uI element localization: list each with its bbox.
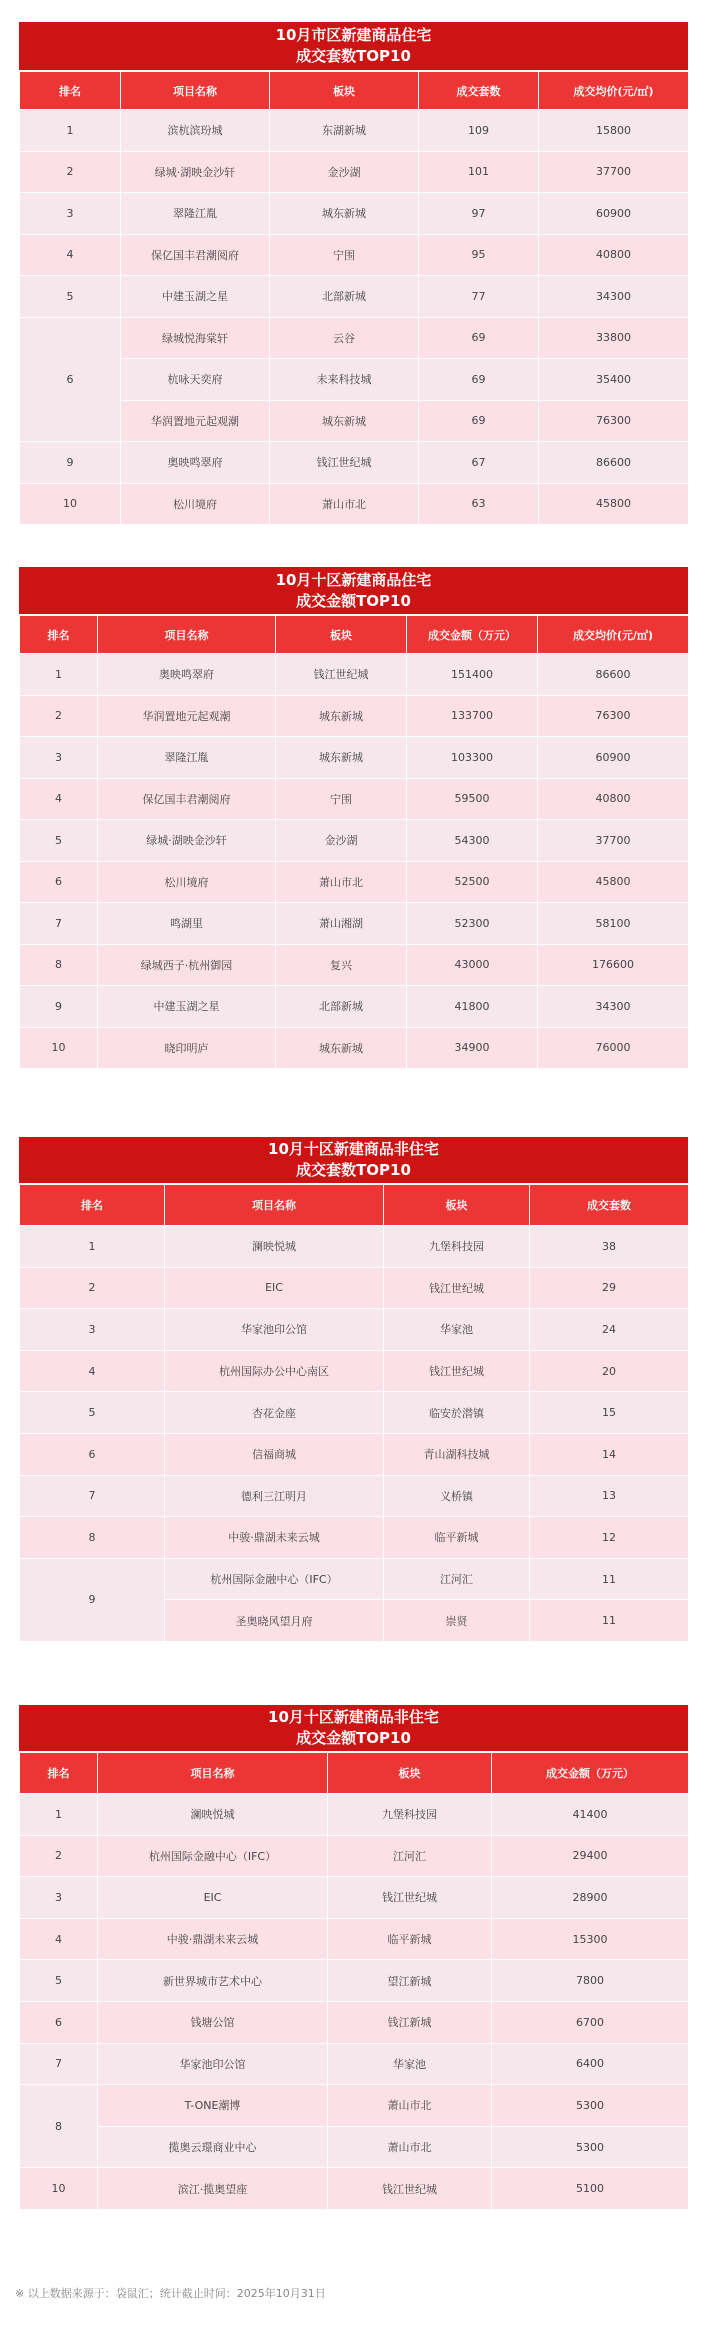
column-header: 项目名称	[165, 1185, 384, 1226]
value-cell: 52500	[407, 861, 538, 903]
district-cell: 钱江世纪城	[328, 1877, 492, 1919]
table-title	[19, 1705, 688, 1752]
rank-cell: 9	[20, 986, 98, 1028]
column-header: 项目名称	[98, 1753, 328, 1794]
table-row	[20, 1877, 689, 1919]
district-cell: 宁围	[276, 778, 407, 820]
project-name-cell: 杏花金座	[165, 1392, 384, 1434]
table-row	[20, 2043, 689, 2085]
value-cell: 86600	[538, 654, 689, 696]
table-row	[20, 276, 689, 318]
project-name-cell: 中建玉湖之星	[121, 276, 270, 318]
rank-cell: 3	[20, 193, 121, 235]
value-cell: 29	[530, 1267, 689, 1309]
value-cell: 29400	[492, 1835, 689, 1877]
value-cell: 15	[530, 1392, 689, 1434]
project-name-cell: 新世界城市艺术中心	[98, 1960, 328, 2002]
value-cell: 5300	[492, 2085, 689, 2127]
value-cell: 15300	[492, 1918, 689, 1960]
value-cell: 6400	[492, 2043, 689, 2085]
table-row	[20, 2126, 689, 2168]
column-header: 成交套数	[419, 72, 539, 110]
rank-cell: 7	[20, 2043, 98, 2085]
project-name-cell: 圣奥晓风望月府	[165, 1600, 384, 1642]
column-header: 成交均价(元/㎡)	[538, 616, 689, 654]
table-title	[19, 22, 688, 71]
project-name-cell: 杭州国际金融中心（IFC）	[98, 1835, 328, 1877]
value-cell: 63	[419, 483, 539, 525]
rank-cell: 1	[20, 110, 121, 152]
value-cell: 60900	[539, 193, 689, 235]
value-cell: 13	[530, 1475, 689, 1517]
value-cell: 34300	[539, 276, 689, 318]
rank-cell: 6	[20, 2001, 98, 2043]
rank-cell: 2	[20, 1835, 98, 1877]
district-cell: 钱江世纪城	[328, 2168, 492, 2210]
district-cell: 华家池	[384, 1309, 530, 1351]
table-row	[20, 2085, 689, 2127]
table-block-4	[19, 1705, 688, 2210]
table-block-2	[19, 567, 688, 1069]
district-cell: 崇贤	[384, 1600, 530, 1642]
table-row	[20, 1794, 689, 1836]
district-cell: 城东新城	[276, 737, 407, 779]
value-cell: 20	[530, 1350, 689, 1392]
table-row	[20, 151, 689, 193]
ranking-table	[19, 1184, 689, 1642]
table-row	[20, 1517, 689, 1559]
rank-cell: 2	[20, 1267, 165, 1309]
title-line-1: 10月市区新建商品住宅	[275, 26, 432, 44]
table-row	[20, 2001, 689, 2043]
rank-cell: 8	[20, 2085, 98, 2168]
project-name-cell: 保亿国丰君潮阅府	[98, 778, 276, 820]
value-cell: 176600	[538, 944, 689, 986]
table-row	[20, 654, 689, 696]
value-cell: 69	[419, 359, 539, 401]
rank-cell: 3	[20, 737, 98, 779]
table-title	[19, 1137, 688, 1184]
value-cell: 109	[419, 110, 539, 152]
value-cell: 41400	[492, 1794, 689, 1836]
rank-cell: 9	[20, 1558, 165, 1641]
project-name-cell: 揽奥云璟商业中心	[98, 2126, 328, 2168]
value-cell: 34900	[407, 1027, 538, 1069]
project-name-cell: 钱塘公馆	[98, 2001, 328, 2043]
district-cell: 城东新城	[270, 400, 419, 442]
rank-cell: 8	[20, 944, 98, 986]
district-cell: 萧山市北	[276, 861, 407, 903]
project-name-cell: 杭州国际金融中心（IFC）	[165, 1558, 384, 1600]
value-cell: 76300	[539, 400, 689, 442]
value-cell: 11	[530, 1558, 689, 1600]
project-name-cell: 保亿国丰君潮阅府	[121, 234, 270, 276]
rank-cell: 6	[20, 1433, 165, 1475]
value-cell: 37700	[539, 151, 689, 193]
table-header-row	[20, 72, 689, 110]
district-cell: 望江新城	[328, 1960, 492, 2002]
district-cell: 城东新城	[270, 193, 419, 235]
table-row	[20, 695, 689, 737]
district-cell: 临平新城	[384, 1517, 530, 1559]
district-cell: 义桥镇	[384, 1475, 530, 1517]
rank-cell: 7	[20, 903, 98, 945]
table-title	[19, 567, 688, 615]
project-name-cell: T-ONE潮博	[98, 2085, 328, 2127]
value-cell: 24	[530, 1309, 689, 1351]
value-cell: 151400	[407, 654, 538, 696]
value-cell: 95	[419, 234, 539, 276]
title-line-2: 成交金额TOP10	[296, 1729, 411, 1747]
value-cell: 97	[419, 193, 539, 235]
rank-cell: 5	[20, 276, 121, 318]
value-cell: 43000	[407, 944, 538, 986]
title-line-1: 10月十区新建商品非住宅	[268, 1708, 439, 1726]
value-cell: 103300	[407, 737, 538, 779]
rank-cell: 9	[20, 442, 121, 484]
column-header: 排名	[20, 1185, 165, 1226]
project-name-cell: 翠隆江胤	[121, 193, 270, 235]
value-cell: 59500	[407, 778, 538, 820]
district-cell: 钱江新城	[328, 2001, 492, 2043]
project-name-cell: 杭咏天奕府	[121, 359, 270, 401]
column-header: 板块	[276, 616, 407, 654]
project-name-cell: 奥映鸣翠府	[121, 442, 270, 484]
district-cell: 临安於潜镇	[384, 1392, 530, 1434]
value-cell: 101	[419, 151, 539, 193]
value-cell: 41800	[407, 986, 538, 1028]
value-cell: 60900	[538, 737, 689, 779]
project-name-cell: 中骏·鼎湖未来云城	[165, 1517, 384, 1559]
project-name-cell: 澜映悦城	[98, 1794, 328, 1836]
table-row	[20, 1350, 689, 1392]
value-cell: 5100	[492, 2168, 689, 2210]
project-name-cell: 德利三江明月	[165, 1475, 384, 1517]
project-name-cell: 鸣湖里	[98, 903, 276, 945]
project-name-cell: 华家池印公馆	[165, 1309, 384, 1351]
project-name-cell: 奥映鸣翠府	[98, 654, 276, 696]
rank-cell: 5	[20, 1960, 98, 2002]
district-cell: 钱江世纪城	[384, 1267, 530, 1309]
value-cell: 38	[530, 1226, 689, 1268]
column-header: 板块	[384, 1185, 530, 1226]
rank-cell: 10	[20, 1027, 98, 1069]
project-name-cell: EIC	[165, 1267, 384, 1309]
district-cell: 萧山市北	[328, 2126, 492, 2168]
district-cell: 钱江世纪城	[384, 1350, 530, 1392]
table-row	[20, 1835, 689, 1877]
district-cell: 宁围	[270, 234, 419, 276]
value-cell: 33800	[539, 317, 689, 359]
district-cell: 北部新城	[276, 986, 407, 1028]
column-header: 排名	[20, 72, 121, 110]
ranking-table	[19, 71, 689, 525]
table-row	[20, 820, 689, 862]
district-cell: 未来科技城	[270, 359, 419, 401]
table-row	[20, 1433, 689, 1475]
value-cell: 69	[419, 400, 539, 442]
table-row	[20, 317, 689, 359]
value-cell: 6700	[492, 2001, 689, 2043]
value-cell: 14	[530, 1433, 689, 1475]
column-header: 排名	[20, 616, 98, 654]
project-name-cell: 晓印明庐	[98, 1027, 276, 1069]
column-header: 成交均价(元/㎡)	[539, 72, 689, 110]
rank-cell: 1	[20, 654, 98, 696]
rank-cell: 7	[20, 1475, 165, 1517]
district-cell: 萧山市北	[270, 483, 419, 525]
value-cell: 54300	[407, 820, 538, 862]
rank-cell: 2	[20, 151, 121, 193]
value-cell: 77	[419, 276, 539, 318]
project-name-cell: 杭州国际办公中心南区	[165, 1350, 384, 1392]
project-name-cell: 华润置地元起观潮	[98, 695, 276, 737]
rank-cell: 10	[20, 2168, 98, 2210]
table-row	[20, 986, 689, 1028]
table-block-1	[19, 22, 688, 525]
rank-cell: 6	[20, 861, 98, 903]
district-cell: 萧山市北	[328, 2085, 492, 2127]
table-header-row	[20, 1185, 689, 1226]
value-cell: 35400	[539, 359, 689, 401]
rank-cell: 4	[20, 778, 98, 820]
rank-cell: 4	[20, 234, 121, 276]
table-row	[20, 1027, 689, 1069]
table-row	[20, 1226, 689, 1268]
value-cell: 40800	[539, 234, 689, 276]
district-cell: 金沙湖	[276, 820, 407, 862]
project-name-cell: 华润置地元起观潮	[121, 400, 270, 442]
column-header: 板块	[328, 1753, 492, 1794]
rank-cell: 2	[20, 695, 98, 737]
project-name-cell: 绿城·湖映金沙轩	[121, 151, 270, 193]
table-row	[20, 1309, 689, 1351]
table-row	[20, 193, 689, 235]
project-name-cell: 滨江·揽奥望座	[98, 2168, 328, 2210]
table-row	[20, 861, 689, 903]
table-row	[20, 1960, 689, 2002]
district-cell: 城东新城	[276, 695, 407, 737]
table-row	[20, 1392, 689, 1434]
project-name-cell: 绿城西子·杭州御园	[98, 944, 276, 986]
project-name-cell: 翠隆江胤	[98, 737, 276, 779]
rank-cell: 8	[20, 1517, 165, 1559]
district-cell: 东湖新城	[270, 110, 419, 152]
title-line-1: 10月十区新建商品非住宅	[268, 1140, 439, 1158]
table-row	[20, 1267, 689, 1309]
title-line-2: 成交金额TOP10	[296, 591, 411, 610]
district-cell: 青山湖科技城	[384, 1433, 530, 1475]
value-cell: 86600	[539, 442, 689, 484]
district-cell: 江河汇	[384, 1558, 530, 1600]
district-cell: 江河汇	[328, 1835, 492, 1877]
district-cell: 复兴	[276, 944, 407, 986]
table-row	[20, 903, 689, 945]
table-block-3	[19, 1137, 688, 1642]
rank-cell: 6	[20, 317, 121, 442]
rank-cell: 5	[20, 1392, 165, 1434]
rank-cell: 5	[20, 820, 98, 862]
rank-cell: 4	[20, 1918, 98, 1960]
district-cell: 萧山湘湖	[276, 903, 407, 945]
project-name-cell: 松川境府	[121, 483, 270, 525]
title-line-2: 成交套数TOP10	[296, 1161, 411, 1179]
column-header: 项目名称	[98, 616, 276, 654]
table-row	[20, 944, 689, 986]
value-cell: 45800	[539, 483, 689, 525]
district-cell: 华家池	[328, 2043, 492, 2085]
value-cell: 15800	[539, 110, 689, 152]
table-row	[20, 1558, 689, 1600]
title-line-2: 成交套数TOP10	[296, 47, 411, 65]
district-cell: 钱江世纪城	[276, 654, 407, 696]
table-row	[20, 737, 689, 779]
project-name-cell: 澜映悦城	[165, 1226, 384, 1268]
project-name-cell: 绿城悦海棠轩	[121, 317, 270, 359]
ranking-table	[19, 615, 689, 1069]
table-row	[20, 234, 689, 276]
project-name-cell: 绿城·湖映金沙轩	[98, 820, 276, 862]
value-cell: 58100	[538, 903, 689, 945]
project-name-cell: EIC	[98, 1877, 328, 1919]
project-name-cell: 滨杭滨玢城	[121, 110, 270, 152]
value-cell: 5300	[492, 2126, 689, 2168]
value-cell: 76000	[538, 1027, 689, 1069]
district-cell: 城东新城	[276, 1027, 407, 1069]
project-name-cell: 华家池印公馆	[98, 2043, 328, 2085]
table-row	[20, 2168, 689, 2210]
value-cell: 37700	[538, 820, 689, 862]
value-cell: 34300	[538, 986, 689, 1028]
rank-cell: 1	[20, 1794, 98, 1836]
district-cell: 临平新城	[328, 1918, 492, 1960]
rank-cell: 3	[20, 1309, 165, 1351]
column-header: 板块	[270, 72, 419, 110]
column-header: 成交金额（万元）	[492, 1753, 689, 1794]
table-row	[20, 110, 689, 152]
project-name-cell: 中骏·鼎湖未来云城	[98, 1918, 328, 1960]
value-cell: 40800	[538, 778, 689, 820]
table-header-row	[20, 616, 689, 654]
value-cell: 11	[530, 1600, 689, 1642]
column-header: 成交金额（万元）	[407, 616, 538, 654]
table-row	[20, 1918, 689, 1960]
district-cell: 云谷	[270, 317, 419, 359]
rank-cell: 3	[20, 1877, 98, 1919]
value-cell: 76300	[538, 695, 689, 737]
table-row	[20, 442, 689, 484]
project-name-cell: 中建玉湖之星	[98, 986, 276, 1028]
column-header: 成交套数	[530, 1185, 689, 1226]
rank-cell: 1	[20, 1226, 165, 1268]
district-cell: 金沙湖	[270, 151, 419, 193]
rank-cell: 4	[20, 1350, 165, 1392]
district-cell: 钱江世纪城	[270, 442, 419, 484]
value-cell: 45800	[538, 861, 689, 903]
table-row	[20, 400, 689, 442]
footnote: ※ 以上数据来源于：袋鼠汇；统计截止时间：2025年10月31日	[15, 2287, 326, 2300]
rank-cell: 10	[20, 483, 121, 525]
value-cell: 12	[530, 1517, 689, 1559]
value-cell: 133700	[407, 695, 538, 737]
district-cell: 九堡科技园	[384, 1226, 530, 1268]
district-cell: 北部新城	[270, 276, 419, 318]
ranking-table	[19, 1752, 689, 2210]
district-cell: 九堡科技园	[328, 1794, 492, 1836]
table-row	[20, 359, 689, 401]
value-cell: 67	[419, 442, 539, 484]
value-cell: 28900	[492, 1877, 689, 1919]
table-row	[20, 1475, 689, 1517]
title-line-1: 10月十区新建商品住宅	[275, 570, 432, 589]
project-name-cell: 信福商城	[165, 1433, 384, 1475]
value-cell: 7800	[492, 1960, 689, 2002]
table-header-row	[20, 1753, 689, 1794]
value-cell: 52300	[407, 903, 538, 945]
column-header: 排名	[20, 1753, 98, 1794]
table-row	[20, 483, 689, 525]
column-header: 项目名称	[121, 72, 270, 110]
project-name-cell: 松川境府	[98, 861, 276, 903]
table-row	[20, 778, 689, 820]
value-cell: 69	[419, 317, 539, 359]
